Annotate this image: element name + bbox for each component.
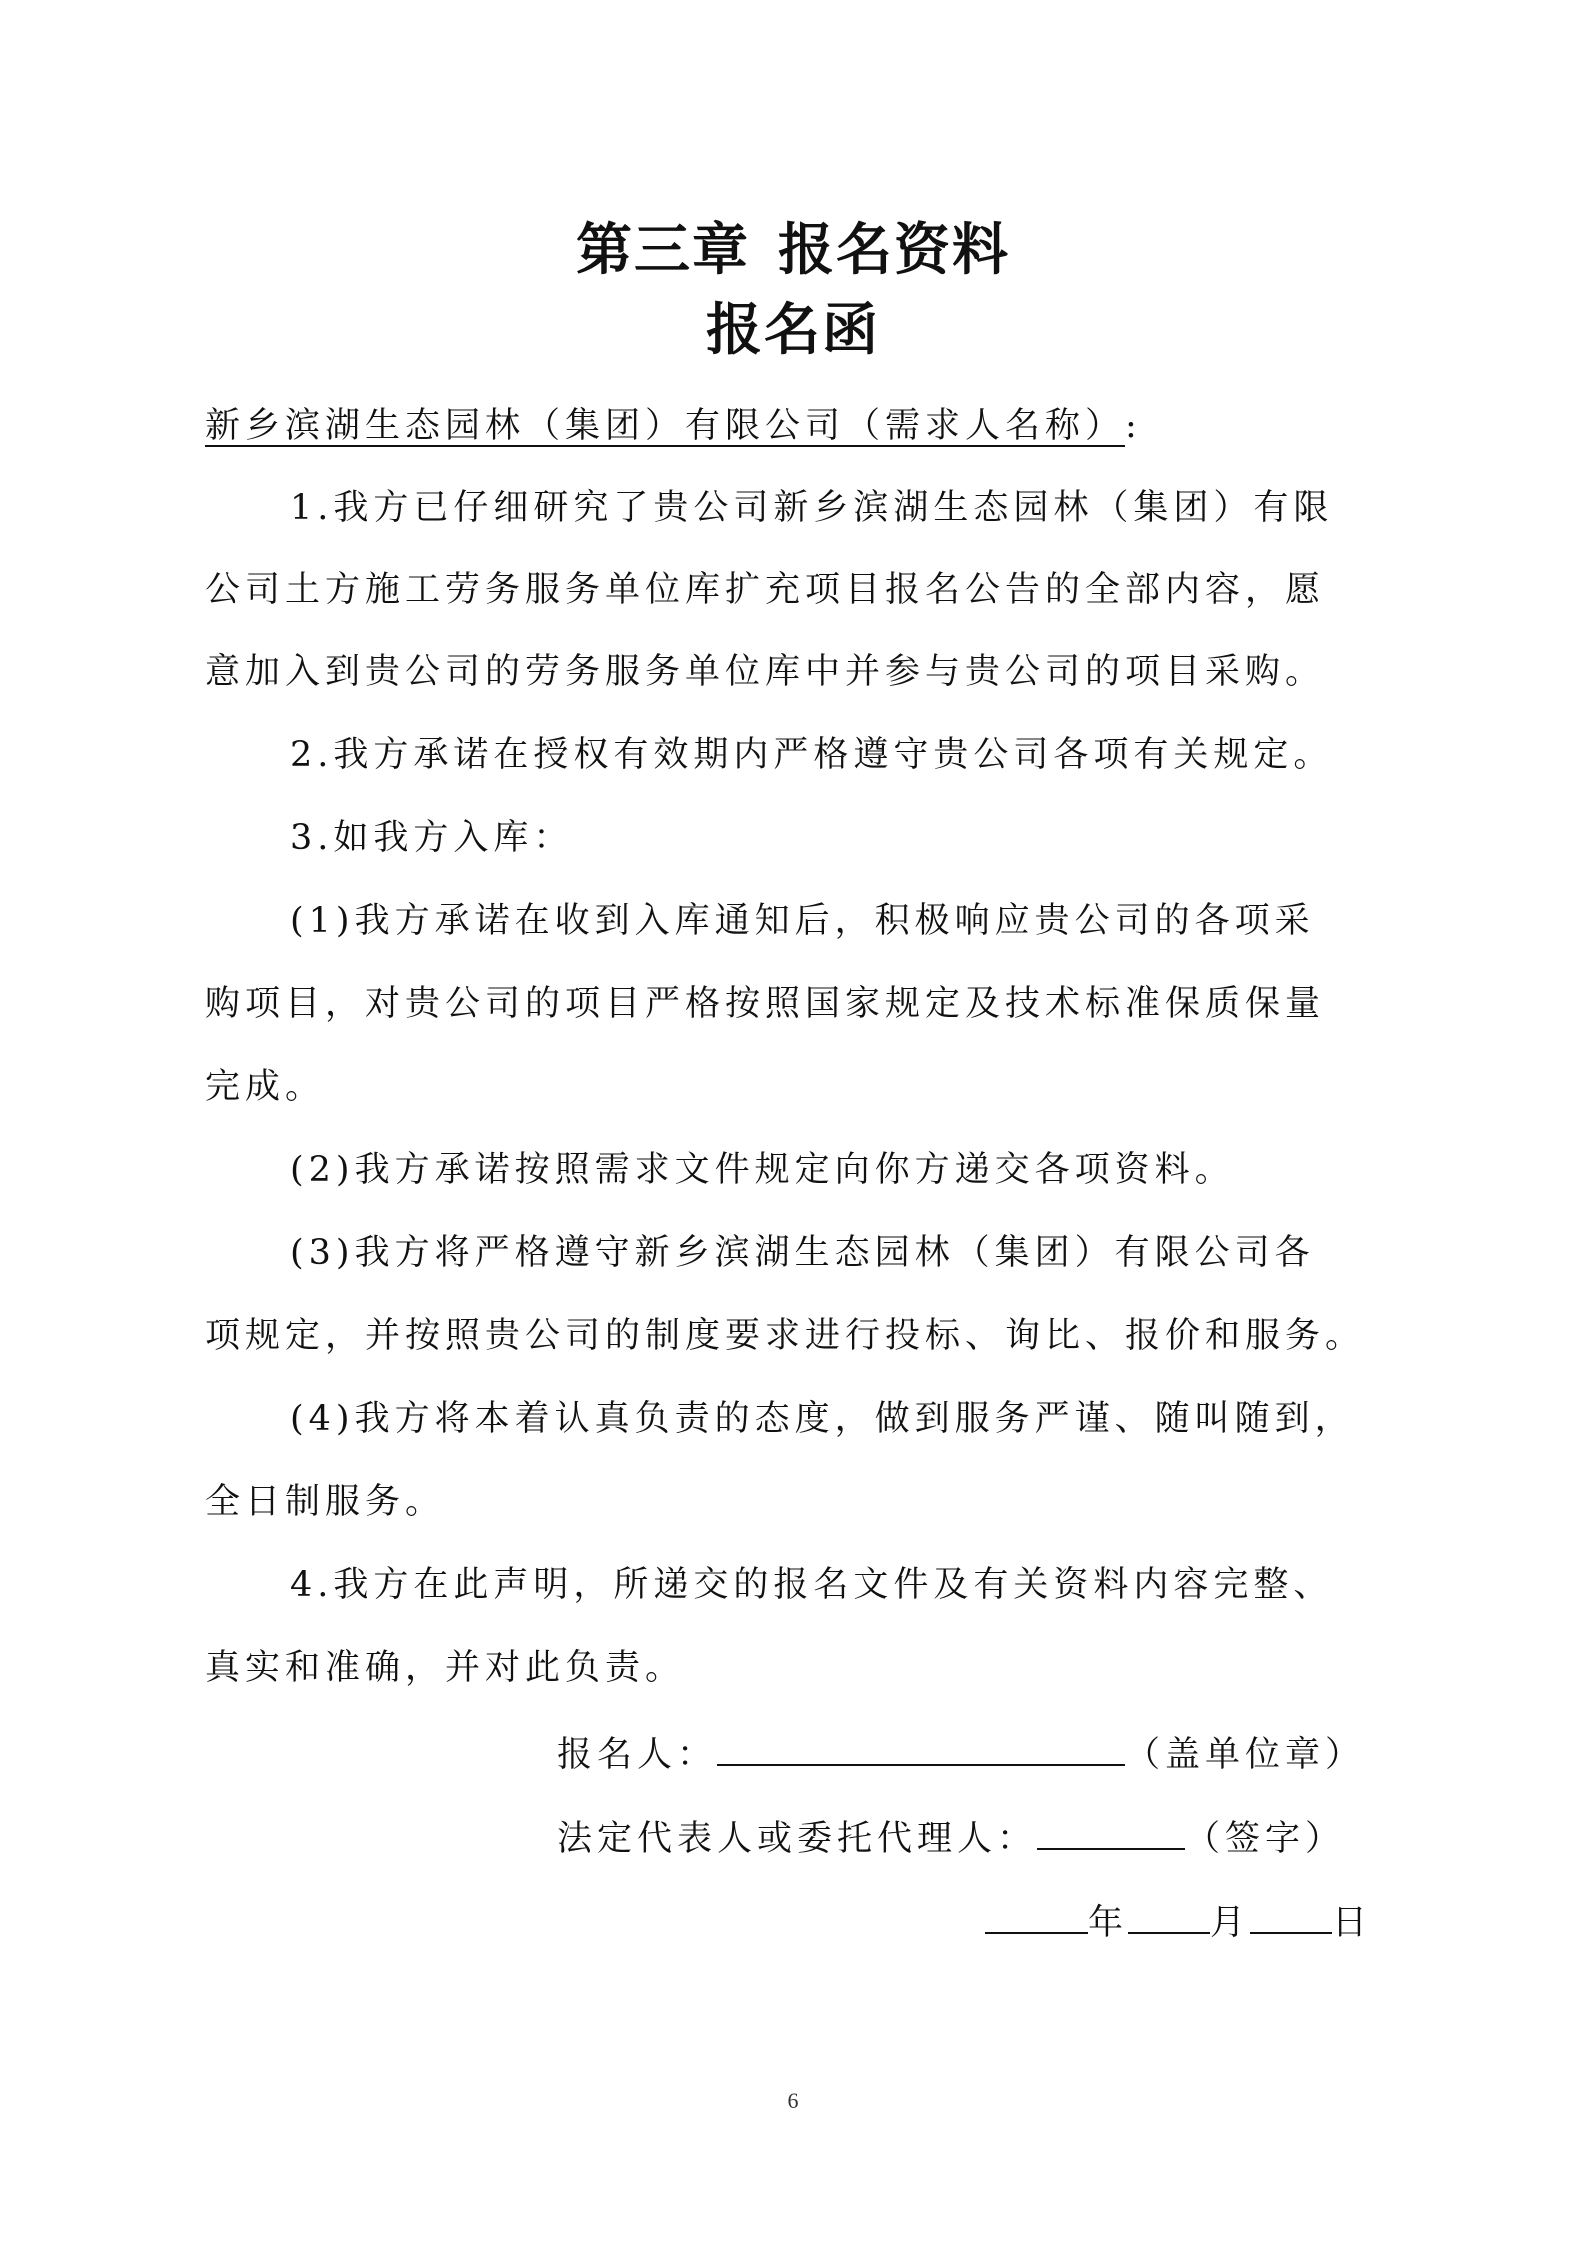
chapter-title: 报名资料 — [778, 218, 1010, 283]
day-blank[interactable] — [1250, 1898, 1332, 1934]
representative-label: 法定代表人或委托代理人： — [557, 1819, 1038, 1859]
page-number: 6 — [787, 2088, 799, 2113]
month-blank[interactable] — [1128, 1898, 1210, 1934]
paragraph-4-line-1: 4.我方在此声明，所递交的报名文件及有关资料内容完整、 — [290, 1565, 1334, 1605]
chapter-number: 第三章 — [576, 218, 750, 283]
paragraph-1-line-1: 1.我方已仔细研究了贵公司新乡滨湖生态园林（集团）有限 — [290, 488, 1334, 528]
item-1-line-1: (1)我方承诺在收到入库通知后，积极响应贵公司的各项采 — [290, 901, 1315, 941]
applicant-note: （盖单位章） — [1125, 1735, 1366, 1775]
item-3-line-2: 项规定，并按照贵公司的制度要求进行投标、询比、报价和服务。 — [205, 1316, 1366, 1356]
applicant-blank[interactable] — [717, 1730, 1125, 1766]
year-label: 年 — [1088, 1903, 1129, 1943]
addressee-line — [205, 404, 1385, 448]
month-label: 月 — [1210, 1903, 1251, 1943]
chapter-heading — [0, 206, 1586, 286]
addressee-name: 新乡滨湖生态园林（集团）有限公司（需求人名称） — [205, 406, 1126, 446]
day-label: 日 — [1332, 1903, 1373, 1943]
item-4-line-2: 全日制服务。 — [205, 1482, 446, 1522]
date-line — [985, 1898, 1372, 1945]
addressee-colon: : — [1125, 406, 1142, 446]
applicant-signature-line — [557, 1730, 1365, 1777]
year-blank[interactable] — [985, 1898, 1088, 1934]
item-1-line-2: 购项目，对贵公司的项目严格按照国家规定及技术标准保质保量 — [205, 984, 1326, 1024]
applicant-label: 报名人： — [557, 1735, 718, 1775]
paragraph-4-line-2: 真实和准确，并对此负责。 — [205, 1648, 686, 1688]
form-title: 报名函 — [706, 298, 880, 363]
representative-signature-line — [557, 1814, 1345, 1861]
paragraph-2: 2.我方承诺在授权有效期内严格遵守贵公司各项有关规定。 — [290, 735, 1334, 775]
item-2: (2)我方承诺按照需求文件规定向你方递交各项资料。 — [290, 1150, 1235, 1190]
representative-note: （签字） — [1185, 1819, 1346, 1859]
item-1-line-3: 完成。 — [205, 1067, 326, 1107]
paragraph-1-line-2: 公司土方施工劳务服务单位库扩充项目报名公告的全部内容，愿 — [205, 570, 1326, 610]
representative-blank[interactable] — [1037, 1814, 1185, 1850]
item-4-line-1: (4)我方将本着认真负责的态度，做到服务严谨、随叫随到， — [290, 1399, 1355, 1439]
paragraph-1-line-3: 意加入到贵公司的劳务服务单位库中并参与贵公司的项目采购。 — [205, 652, 1326, 692]
item-3-line-1: (3)我方将严格遵守新乡滨湖生态园林（集团）有限公司各 — [290, 1233, 1315, 1273]
paragraph-3: 3.如我方入库： — [290, 818, 574, 858]
